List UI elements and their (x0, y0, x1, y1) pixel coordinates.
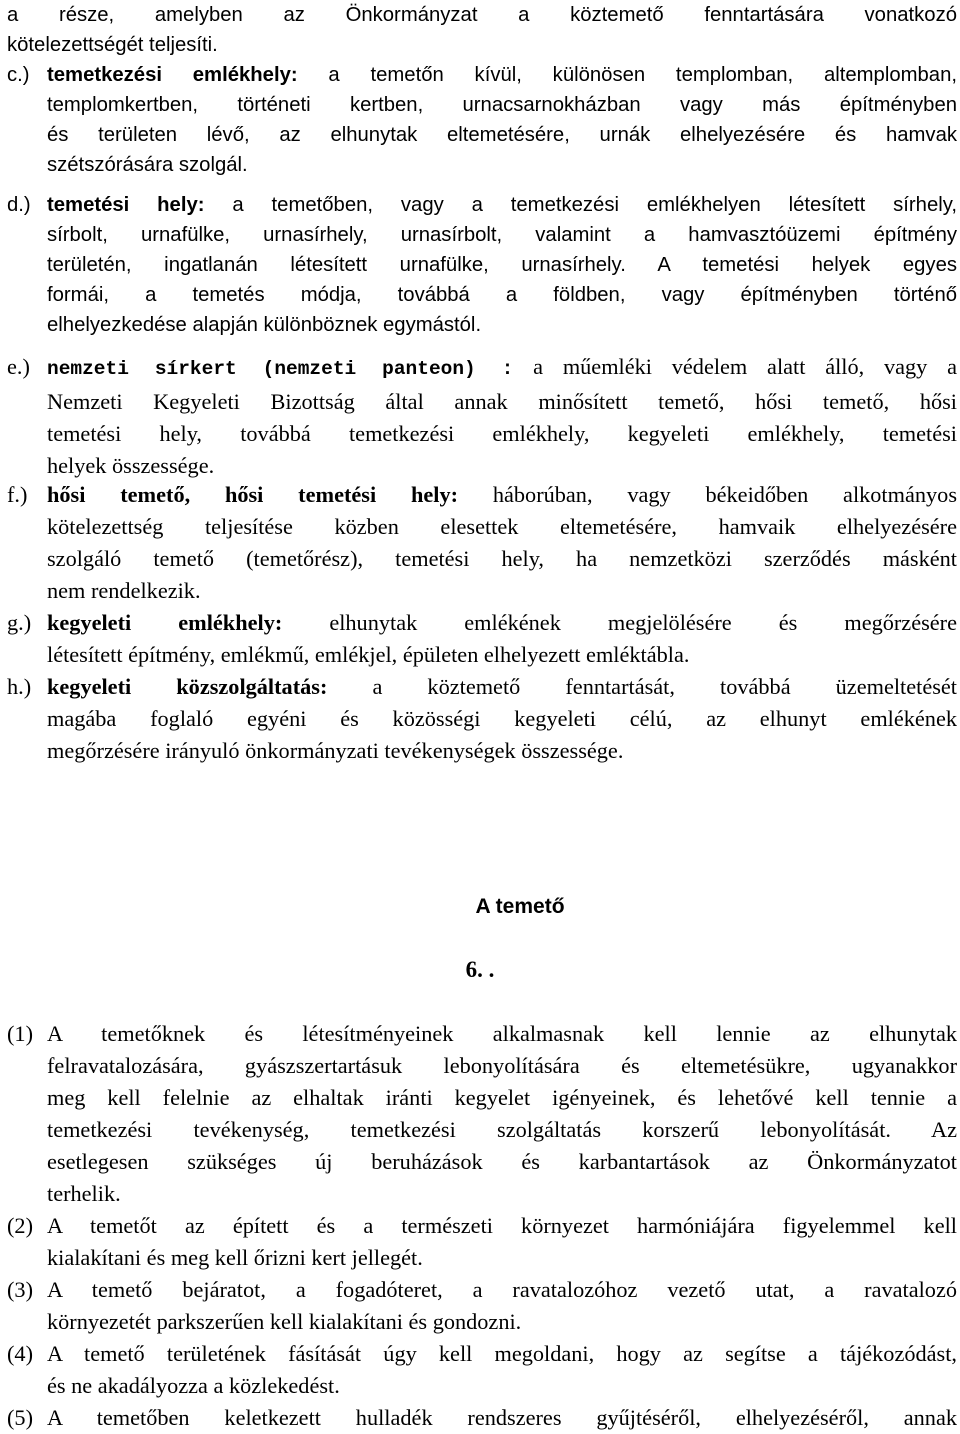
definition-line: területén, ingatlanán létesített urnafülke, urnasírhely. A temetési helyek egyes (47, 254, 957, 276)
section-number: 6. . (465, 957, 495, 982)
definition-line: hősi temető, hősi temetési hely: háborúban, vagy békeidőben alkotmányos (47, 482, 957, 507)
intro-line: a része, amelyben az Önkormányzat a köztemető fenntartására vonatkozó (7, 4, 957, 26)
definition-term: hősi temető, hősi temetési hely: (47, 482, 459, 507)
paragraph-line: és ne akadályozza a közlekedést. (47, 1372, 340, 1398)
paragraph-line: A temető bejáratot, a fogadóteret, a ravatalozóhoz vezető utat, a ravatalozó (47, 1277, 957, 1302)
intro-line: kötelezettségét teljesíti. (7, 34, 218, 56)
definition-line: létesített építmény, emlékmű, emlékjel, épületen elhelyezett emléktábla. (47, 641, 690, 667)
definition-line: helyek összessége. (47, 452, 215, 478)
definition-line: nem rendelkezik. (47, 577, 201, 603)
definition-label: f.) (7, 482, 28, 507)
paragraph-line: temetkezési tevékenység, temetkezési szolgáltatás korszerű lebonyolítását. Az (47, 1116, 957, 1142)
paragraph-line: kialakítani és meg kell őrizni kert jellegét. (47, 1244, 423, 1270)
definition-line: elhelyezkedése alapján különböznek egymástól. (47, 314, 482, 336)
section-title: A temető (475, 895, 565, 918)
intro-paragraph (7, 0, 957, 60)
paragraph-line: környezetét parkszerűen kell kialakítani és gondozni. (47, 1308, 522, 1334)
definition-term: kegyeleti közszolgáltatás: (47, 674, 328, 699)
paragraph-label: (4) (7, 1341, 33, 1366)
paragraph-label: (2) (7, 1213, 33, 1238)
definition-line: Nemzeti Kegyeleti Bizottság által annak minősített temető, hősi temető, hősi (47, 388, 957, 414)
definition-line: kötelezettség teljesítése közben elesettek eltemetésére, hamvaik elhelyezésére (47, 513, 957, 539)
definition-line: kegyeleti emlékhely: elhunytak emlékének megjelölésére és megőrzésére (47, 610, 957, 635)
definition-line: templomkertben, történeti kertben, urnacsarnokházban vagy más építményben (47, 94, 957, 116)
paragraph-line: A temetőben keletkezett hulladék rendszeres gyűjtéséről, elhelyezéséről, annak (47, 1405, 957, 1430)
definition-line: temetési hely: a temetőben, vagy a temetkezési emlékhelyen létesített sírhely, (47, 194, 957, 216)
definition-line: nemzeti sírkert (nemzeti panteon) : a műemléki védelem alatt álló, vagy a (47, 354, 957, 380)
paragraph-line: meg kell felelnie az elhaltak iránti kegyelet igényeinek, és lehetővé kell tennie a (47, 1084, 957, 1110)
paragraph-line: terhelik. (47, 1180, 121, 1206)
definition-term: temetkezési emlékhely: (47, 64, 298, 86)
definition-line: temetkezési emlékhely: a temetőn kívül, különösen templomban, altemplomban, (47, 64, 957, 86)
definition-term: temetési hely: (47, 194, 205, 216)
definition-term: nemzeti sírkert (nemzeti panteon) : (47, 358, 514, 380)
paragraph-label: (3) (7, 1277, 33, 1302)
definition-line: sírbolt, urnafülke, urnasírhely, urnasírbolt, valamint a hamvasztóüzemi építmény (47, 224, 957, 246)
paragraph-label: (5) (7, 1405, 33, 1430)
paragraph-line: A temetőknek és létesítményeinek alkalmasnak kell lennie az elhunytak (47, 1021, 957, 1046)
paragraph-label: (1) (7, 1021, 33, 1046)
definition-label: e.) (7, 354, 30, 379)
definition-label: h.) (7, 674, 32, 699)
paragraph-line: esetlegesen szükséges új beruházások és karbantartások az Önkormányzatot (47, 1148, 957, 1174)
definition-line: magába foglaló egyéni és közösségi kegyeleti célú, az elhunyt emlékének (47, 705, 957, 731)
definition-label: d.) (7, 194, 31, 216)
definition-line: szolgáló temető (temetőrész), temetési hely, ha nemzetközi szerződés másként (47, 545, 957, 571)
definition-line: formái, a temetés módja, továbbá a földben, vagy építményben történő (47, 284, 957, 306)
paragraph-line: felravatalozására, gyászszertartásuk lebonyolítására és eltemetésükre, ugyanakkor (47, 1052, 957, 1078)
definition-line: temetési hely, továbbá temetkezési emlékhely, kegyeleti emlékhely, temetési (47, 420, 957, 446)
paragraph-line: A temető területének fásítását úgy kell megoldani, hogy az segítse a tájékozódást, (47, 1341, 957, 1366)
definition-label: c.) (7, 64, 30, 86)
definition-term: kegyeleti emlékhely: (47, 610, 283, 635)
definition-line: megőrzésére irányuló önkormányzati tevékenységek összessége. (47, 737, 624, 763)
paragraph-line: A temetőt az épített és a természeti környezet harmóniájára figyelemmel kell (47, 1213, 957, 1238)
definition-line: szétszórására szolgál. (47, 154, 248, 176)
definition-line: és területen lévő, az elhunytak eltemetésére, urnák elhelyezésére és hamvak (47, 124, 957, 146)
definition-line: kegyeleti közszolgáltatás: a köztemető fenntartását, továbbá üzemeltetését (47, 674, 957, 699)
definition-label: g.) (7, 610, 32, 635)
